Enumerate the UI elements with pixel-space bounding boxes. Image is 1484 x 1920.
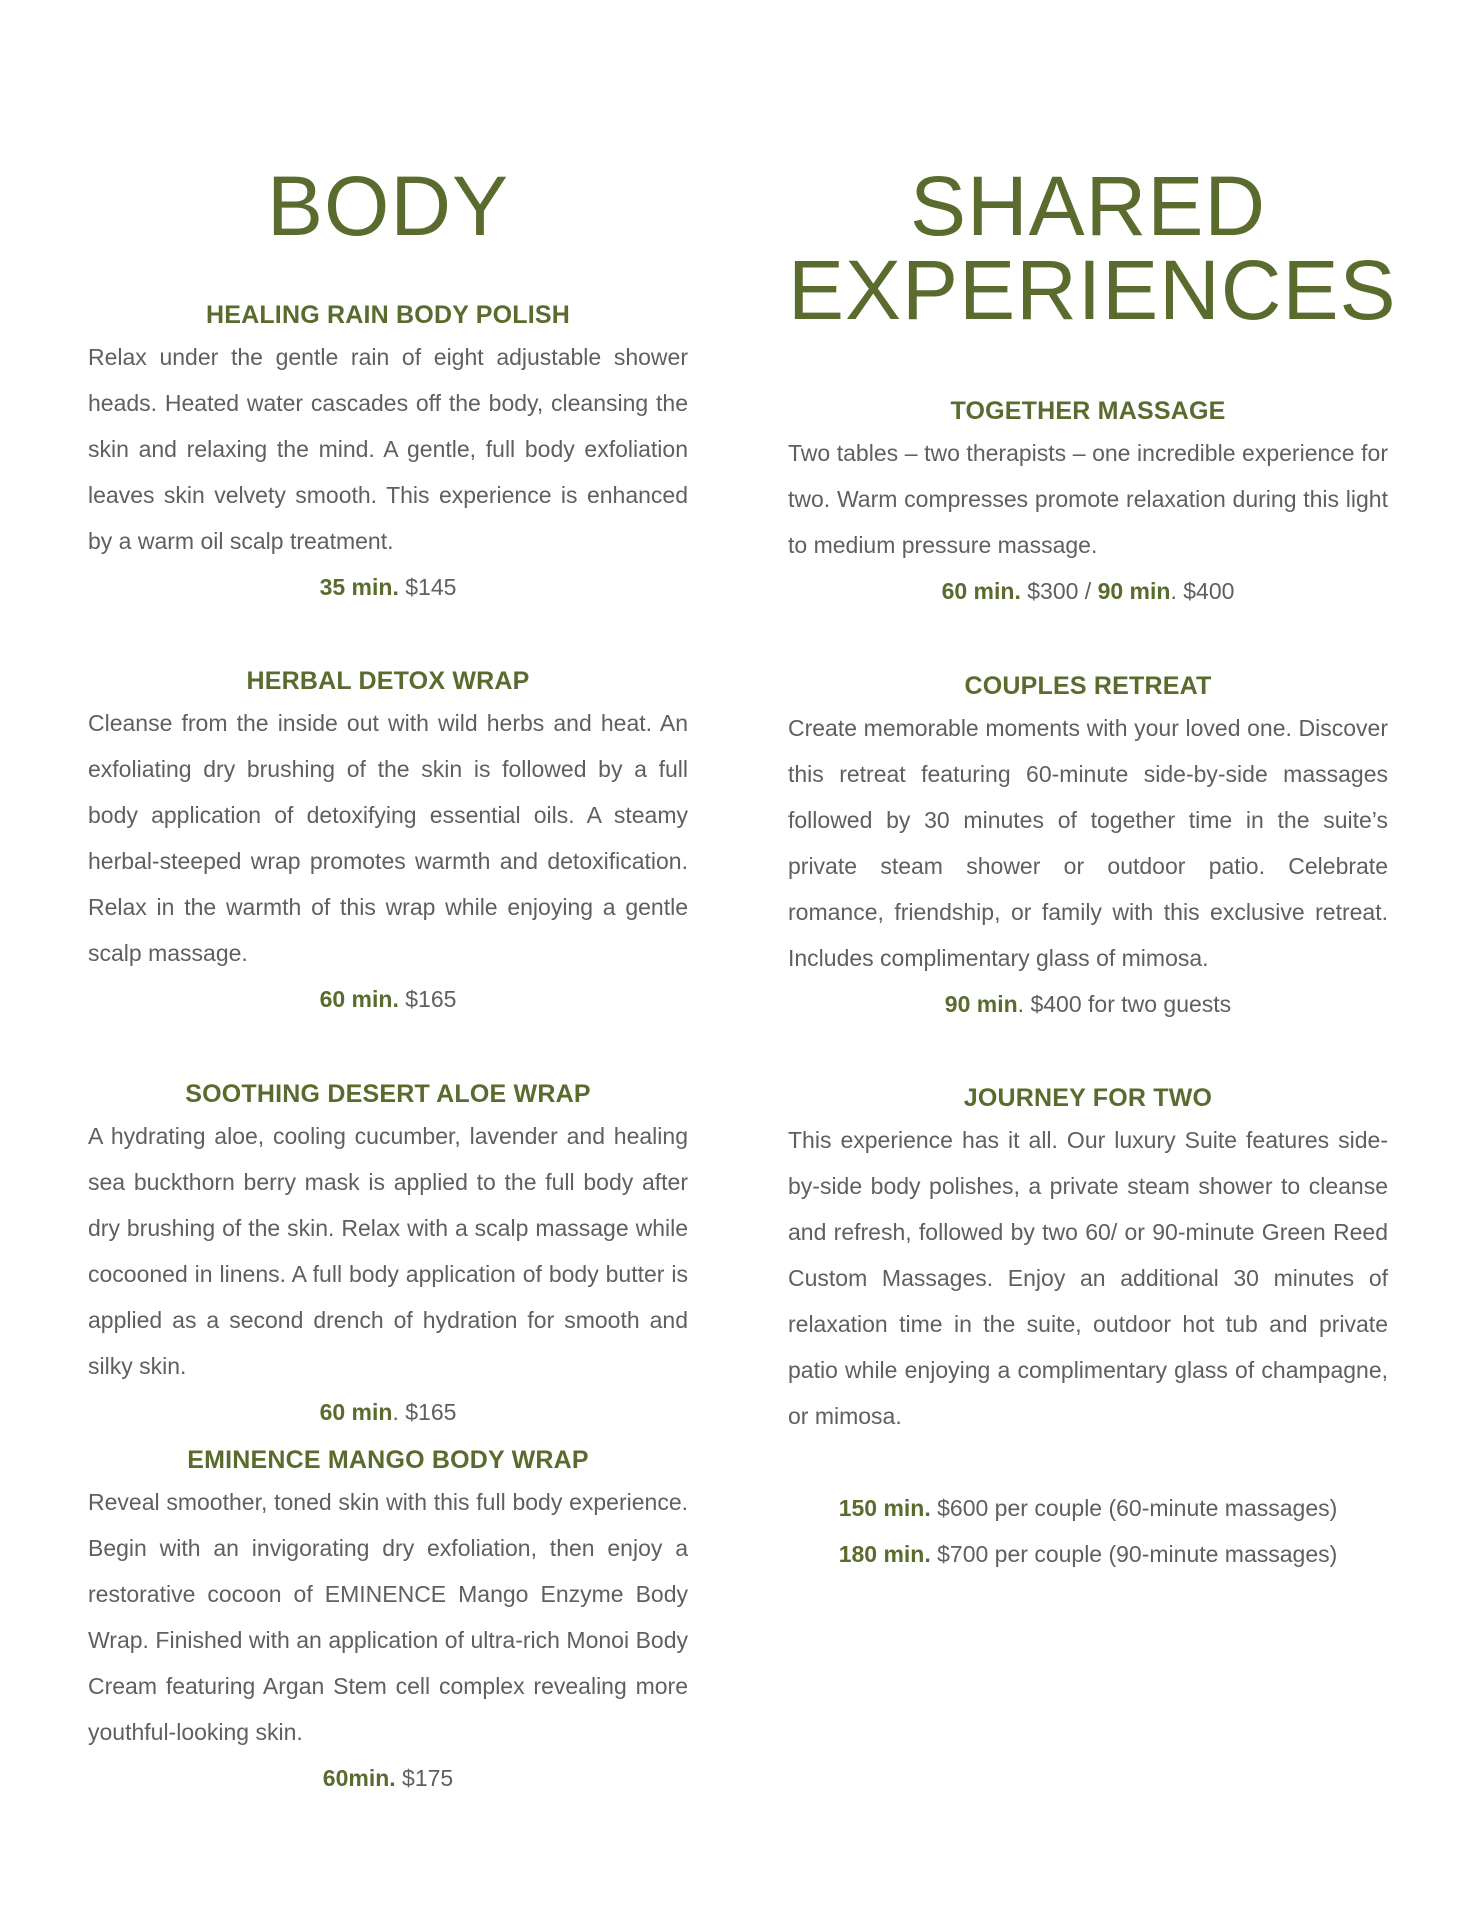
service-price (788, 1531, 1388, 1577)
service-description: Reveal smoother, toned skin with this full body experience. Begin with an invigorating dry exfoliation, then enjoy a restorative cocoon of EMINENCE Mango Enzyme Body Wrap. Finished with an application of ultra-rich Monoi Body Cream featuring Argan Stem cell complex revealing more youthful-looking skin. (88, 1489, 688, 1745)
service-description: Relax under the gentle rain of eight adjustable shower heads. Heated water cascades off the body, cleansing the skin and relaxing the mind. A gentle, full body exfoliation leaves skin velvety smooth. This experience is enhanced by a warm oil scalp treatment. (88, 344, 688, 554)
service-name: TOGETHER MASSAGE (950, 397, 1226, 425)
service-price (88, 564, 688, 610)
service-together-massage (788, 396, 1388, 614)
service-duration: 60min. (322, 1765, 396, 1791)
service-price (788, 568, 1388, 614)
service-healing-rain-body-polish (88, 300, 688, 610)
service-description: Two tables – two therapists – one incredible experience for two. Warm compresses promote relaxation during this light to medium pressure massage. (788, 440, 1388, 558)
service-duration: 60 min (319, 1399, 393, 1425)
service-price-amount: $600 per couple (60-minute massages) (930, 1495, 1338, 1521)
service-price-amount: . $165 (392, 1399, 457, 1425)
service-eminence-mango-body-wrap (88, 1445, 688, 1801)
service-price-amount: . $400 for two guests (1017, 991, 1232, 1017)
service-duration: 35 min. (319, 574, 399, 600)
service-price-amount: $165 (398, 986, 457, 1012)
service-soothing-desert-aloe-wrap (88, 1079, 688, 1435)
service-price (88, 976, 688, 1022)
service-duration: 60 min. (319, 986, 399, 1012)
service-description: A hydrating aloe, cooling cucumber, lavender and healing sea buckthorn berry mask is applied to the full body after dry brushing of the skin. Relax with a scalp massage while cocooned in linens. A full body application of body butter is applied as a second drench of hydration for smooth and silky skin. (88, 1123, 688, 1379)
service-price (788, 1485, 1388, 1531)
service-duration: 60 min. (941, 578, 1021, 604)
service-duration: 180 min. (838, 1541, 931, 1567)
service-duration: 90 min (1097, 578, 1171, 604)
service-price-amount: $300 / (1020, 578, 1098, 604)
service-couples-retreat (788, 671, 1388, 1027)
service-name: HERBAL DETOX WRAP (246, 667, 530, 695)
service-price-amount: $145 (398, 574, 457, 600)
service-price-amount: $700 per couple (90-minute massages) (930, 1541, 1338, 1567)
service-price (788, 981, 1388, 1027)
service-duration: 90 min (944, 991, 1018, 1017)
service-description: Create memorable moments with your loved one. Discover this retreat featuring 60-minute side-by-side massages followed by 30 minutes of together time in the suite’s private steam shower or outdoor patio. Celebrate romance, friendship, or family with this exclusive retreat. Includes complimentary glass of mimosa. (788, 715, 1388, 971)
service-name: EMINENCE MANGO BODY WRAP (187, 1446, 589, 1474)
service-price-amount: . $400 (1170, 578, 1235, 604)
spacer (788, 1439, 1388, 1485)
shared-section-title-line2: EXPERIENCES (788, 243, 1397, 337)
service-name: HEALING RAIN BODY POLISH (205, 301, 571, 329)
service-description: This experience has it all. Our luxury Suite features side-by-side body polishes, a private steam shower to cleanse and refresh, followed by two 60/ or 90-minute Green Reed Custom Massages. Enjoy an additional 30 minutes of relaxation time in the suite, outdoor hot tub and private patio while enjoying a complimentary glass of champagne, or mimosa. (788, 1127, 1388, 1429)
service-name: SOOTHING DESERT ALOE WRAP (185, 1080, 591, 1108)
service-journey-for-two (788, 1083, 1388, 1577)
body-section-title: BODY (266, 159, 510, 253)
service-price-amount: $175 (395, 1765, 454, 1791)
service-name: COUPLES RETREAT (964, 672, 1212, 700)
service-duration: 150 min. (838, 1495, 931, 1521)
shared-section-title-line1: SHARED (909, 159, 1267, 253)
service-description: Cleanse from the inside out with wild herbs and heat. An exfoliating dry brushing of the skin is followed by a full body application of detoxifying essential oils. A steamy herbal-steeped wrap promotes warmth and detoxification. Relax in the warmth of this wrap while enjoying a gentle scalp massage. (88, 710, 688, 966)
service-herbal-detox-wrap (88, 666, 688, 1022)
service-price (88, 1755, 688, 1801)
service-price (88, 1389, 688, 1435)
service-name: JOURNEY FOR TWO (963, 1084, 1213, 1112)
